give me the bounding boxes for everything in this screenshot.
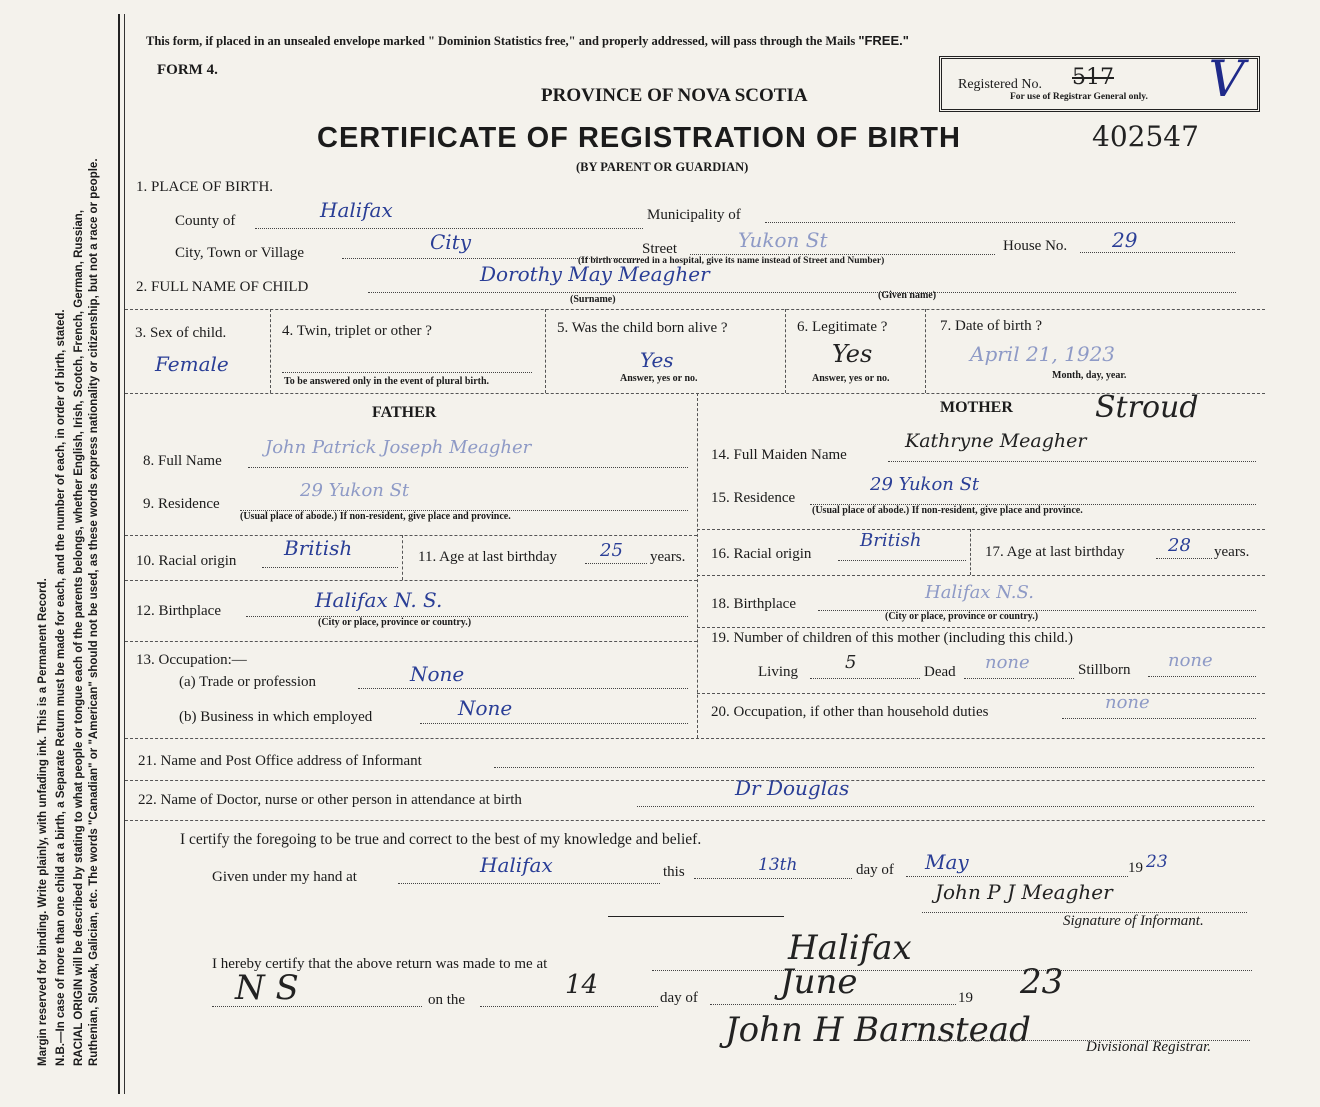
mother-occupation-value: none [1105, 692, 1150, 713]
mother-age-divider [970, 529, 971, 575]
mail-notice [146, 33, 909, 49]
alive-label: 5. Was the child born alive ? [557, 320, 728, 336]
county-line [255, 228, 643, 229]
surname-note: (Surname) [570, 294, 616, 305]
mother-age-line [1156, 558, 1212, 559]
mother-racial-label: 16. Racial origin [711, 546, 812, 562]
living-value: 5 [845, 652, 857, 673]
father-racial-top [125, 535, 697, 536]
margin-note-3: RACIAL ORIGIN will be described by stating to what people or tongue each of the parents belongs, whether English, Irish, Scotch, French, German, Russian, [73, 209, 85, 1066]
father-heading: FATHER [372, 404, 437, 421]
stillborn-value: none [1168, 650, 1213, 671]
legitimate-label: 6. Legitimate ? [797, 319, 888, 335]
row3-divider-3 [785, 309, 786, 393]
mother-birthplace-value: Halifax N.S. [925, 582, 1034, 603]
mail-free-text: "FREE." [858, 33, 909, 48]
mother-age-unit: years. [1214, 544, 1250, 560]
mother-age-label: 17. Age at last birthday [985, 544, 1125, 560]
certification-statement: I certify the foregoing to be true and correct to the best of my knowledge and belief. [180, 831, 702, 848]
dob-label: 7. Date of birth ? [940, 318, 1043, 334]
registrar-day-of-label: day of [660, 990, 698, 1006]
margin-note-4: Ruthenian, Slovak, Galician, etc. The words "Canadian" or "American" should not be used, as these words express nationality or citizenship, but not a race or people. [88, 158, 100, 1066]
mother-birthplace-label: 18. Birthplace [711, 596, 796, 612]
mother-residence-value: 29 Yukon St [870, 474, 980, 495]
legitimate-value: Yes [832, 340, 873, 368]
father-racial-value: British [284, 536, 353, 560]
given-day-line [694, 878, 852, 879]
mother-name-label: 14. Full Maiden Name [711, 447, 847, 463]
given-place-line [398, 883, 660, 884]
margin-notes [36, 158, 102, 1066]
mother-name-value: Kathryne Meagher [905, 430, 1087, 452]
mother-birthplace-note: (City or place, province or country.) [885, 611, 1039, 622]
row3-divider-2 [545, 309, 546, 393]
father-trade-label: (a) Trade or profession [179, 674, 317, 690]
street-note: (If birth occurred in a hospital, give its name instead of Street and Number) [578, 256, 885, 266]
father-age-label: 11. Age at last birthday [418, 549, 557, 565]
mother-name-correction: Stroud [1095, 390, 1199, 425]
county-value: Halifax [320, 198, 393, 222]
alive-note: Answer, yes or no. [620, 373, 698, 384]
legitimate-note: Answer, yes or no. [812, 373, 890, 384]
sex-label: 3. Sex of child. [135, 325, 227, 341]
given-place-value: Halifax [480, 853, 553, 877]
this-label: this [663, 864, 685, 880]
mother-racial-value: British [860, 530, 922, 551]
child-name-value: Dorothy May Meagher [480, 262, 710, 286]
dead-value: none [985, 652, 1030, 673]
father-residence-label: 9. Residence [143, 496, 220, 512]
father-name-label: 8. Full Name [143, 453, 222, 469]
doctor-line [637, 806, 1254, 807]
registrar-day-line [480, 1006, 658, 1007]
day-of-label: day of [856, 862, 894, 878]
given-month-line [906, 876, 1128, 877]
city-label: City, Town or Village [175, 245, 305, 261]
father-age-line [585, 563, 647, 564]
certificate-number: 402547 [1092, 120, 1199, 153]
mother-occupation-line [1062, 718, 1256, 719]
municipality-line [765, 222, 1235, 223]
father-business-line [420, 723, 688, 724]
street-label: Street [642, 241, 677, 257]
registrar-signature-caption: Divisional Registrar. [1086, 1039, 1212, 1055]
row3-divider-4 [925, 309, 926, 393]
registrar-place-value: Halifax [788, 928, 912, 968]
father-business-label: (b) Business in which employed [179, 709, 373, 725]
check-mark: V [1201, 50, 1251, 108]
informant-bottom-border [125, 780, 1265, 781]
informant-line [494, 767, 1254, 768]
informant-label: 21. Name and Post Office address of Informant [138, 753, 422, 769]
house-value: 29 [1112, 228, 1138, 252]
margin-note-2: N.B.—In case of more than one child at a birth, a Separate Return must be made for each, and the number of each, in order of birth, stated. [55, 309, 67, 1066]
margin-note-1: Margin reserved for binding. Write plainly, with unfading ink. This is a Permanent Record. [37, 578, 49, 1066]
mother-children-top [697, 627, 1265, 628]
registrar-year-value: 23 [1020, 962, 1064, 1002]
doctor-bottom-border [125, 820, 1265, 821]
informant-short-rule [608, 916, 784, 917]
alive-value: Yes [640, 348, 674, 372]
given-day-value: 13th [758, 855, 798, 875]
registered-label: Registered No. [958, 77, 1042, 92]
sex-value: Female [155, 352, 229, 376]
city-value: City [430, 230, 472, 254]
given-year-value: 23 [1146, 852, 1168, 872]
mail-notice-text: This form, if placed in an unsealed envelope marked " Dominion Statistics free," and properly addressed, will pass through the Mails [146, 34, 856, 48]
father-occupation-top [125, 641, 697, 642]
father-racial-line [262, 567, 398, 568]
county-label: County of [175, 213, 236, 229]
given-month-value: May [925, 850, 969, 874]
father-racial-bottom [125, 580, 697, 581]
doctor-label: 22. Name of Doctor, nurse or other person in attendance at birth [138, 792, 522, 808]
father-birthplace-label: 12. Birthplace [136, 603, 221, 619]
street-line [690, 254, 995, 255]
mother-residence-note: (Usual place of abode.) If non-resident, give place and province. [812, 505, 1083, 516]
place-of-birth-heading: 1. PLACE OF BIRTH. [136, 179, 274, 195]
binding-line-inner [124, 14, 125, 1094]
living-label: Living [758, 664, 798, 680]
mother-heading: MOTHER [940, 399, 1013, 416]
doctor-value: Dr Douglas [735, 776, 850, 800]
child-name-line [368, 292, 1236, 293]
binding-line-outer [118, 14, 120, 1094]
father-age-divider [402, 535, 403, 580]
dead-label: Dead [924, 664, 956, 680]
province-heading: PROVINCE OF NOVA SCOTIA [541, 85, 808, 106]
registrar-province-value: N S [235, 968, 299, 1008]
registrar-day-value: 14 [565, 970, 599, 1000]
father-name-value: John Patrick Joseph Meagher [265, 437, 532, 458]
house-label: House No. [1003, 238, 1068, 254]
mother-name-line [888, 461, 1256, 462]
registrar-statement: I hereby certify that the above return was made to me at [212, 956, 548, 972]
row3-divider-1 [270, 309, 271, 393]
living-line [810, 678, 920, 679]
child-name-label: 2. FULL NAME OF CHILD [136, 279, 309, 295]
father-business-value: None [458, 696, 513, 720]
mother-age-value: 28 [1168, 535, 1191, 556]
informant-signature-caption: Signature of Informant. [1063, 913, 1204, 929]
row3-bottom-border [125, 393, 1265, 394]
father-birthplace-value: Halifax N. S. [315, 588, 443, 612]
municipality-label: Municipality of [647, 207, 741, 223]
mother-racial-line [838, 560, 966, 561]
twin-label: 4. Twin, triplet or other ? [282, 323, 432, 339]
informant-signature: John P J Meagher [935, 880, 1113, 904]
registrar-signature: John H Barnstead [725, 1010, 1031, 1050]
registrar-year-prefix: 19 [958, 990, 973, 1006]
parents-divider [697, 393, 698, 738]
mother-residence-label: 15. Residence [711, 490, 796, 506]
street-value: Yukon St [738, 228, 828, 252]
father-occupation-label: 13. Occupation:— [136, 652, 247, 668]
father-trade-value: None [410, 662, 465, 686]
mother-occupation-top [697, 693, 1265, 694]
registrar-place-line [652, 970, 1252, 971]
father-birthplace-note: (City or place, province or country.) [318, 617, 472, 628]
parents-bottom-border [125, 738, 1265, 739]
father-racial-label: 10. Racial origin [136, 553, 237, 569]
father-age-unit: years. [650, 549, 686, 565]
row3-top-border [125, 309, 1265, 310]
dead-line [964, 678, 1074, 679]
stillborn-label: Stillborn [1078, 662, 1131, 678]
given-name-note: (Given name) [878, 290, 937, 301]
twin-note: To be answered only in the event of plural birth. [284, 376, 490, 387]
on-the-label: on the [428, 992, 466, 1008]
mother-racial-bottom [697, 575, 1265, 576]
father-trade-line [358, 688, 688, 689]
twin-line [282, 372, 532, 373]
form-number: FORM 4. [157, 62, 218, 78]
father-name-line [248, 467, 688, 468]
registrar-month-line [710, 1004, 956, 1005]
given-year-prefix: 19 [1128, 860, 1143, 876]
house-line [1080, 252, 1235, 253]
registered-note: For use of Registrar General only. [1010, 92, 1148, 102]
mother-occupation-label: 20. Occupation, if other than household duties [711, 704, 989, 720]
given-label: Given under my hand at [212, 869, 357, 885]
dob-value: April 21, 1923 [970, 342, 1116, 366]
registered-value: 517 [1072, 65, 1114, 90]
father-residence-note: (Usual place of abode.) If non-resident, give place and province. [240, 511, 511, 522]
dob-note: Month, day, year. [1052, 370, 1127, 381]
father-residence-value: 29 Yukon St [300, 480, 410, 501]
certificate-title: CERTIFICATE OF REGISTRATION OF BIRTH [317, 122, 961, 154]
father-age-value: 25 [600, 540, 623, 561]
certificate-subtitle: (BY PARENT OR GUARDIAN) [576, 160, 749, 174]
mother-children-label: 19. Number of children of this mother (including this child.) [711, 630, 1074, 646]
stillborn-line [1148, 676, 1256, 677]
mother-racial-top [697, 529, 1265, 530]
registrar-month-value: June [780, 962, 858, 1002]
